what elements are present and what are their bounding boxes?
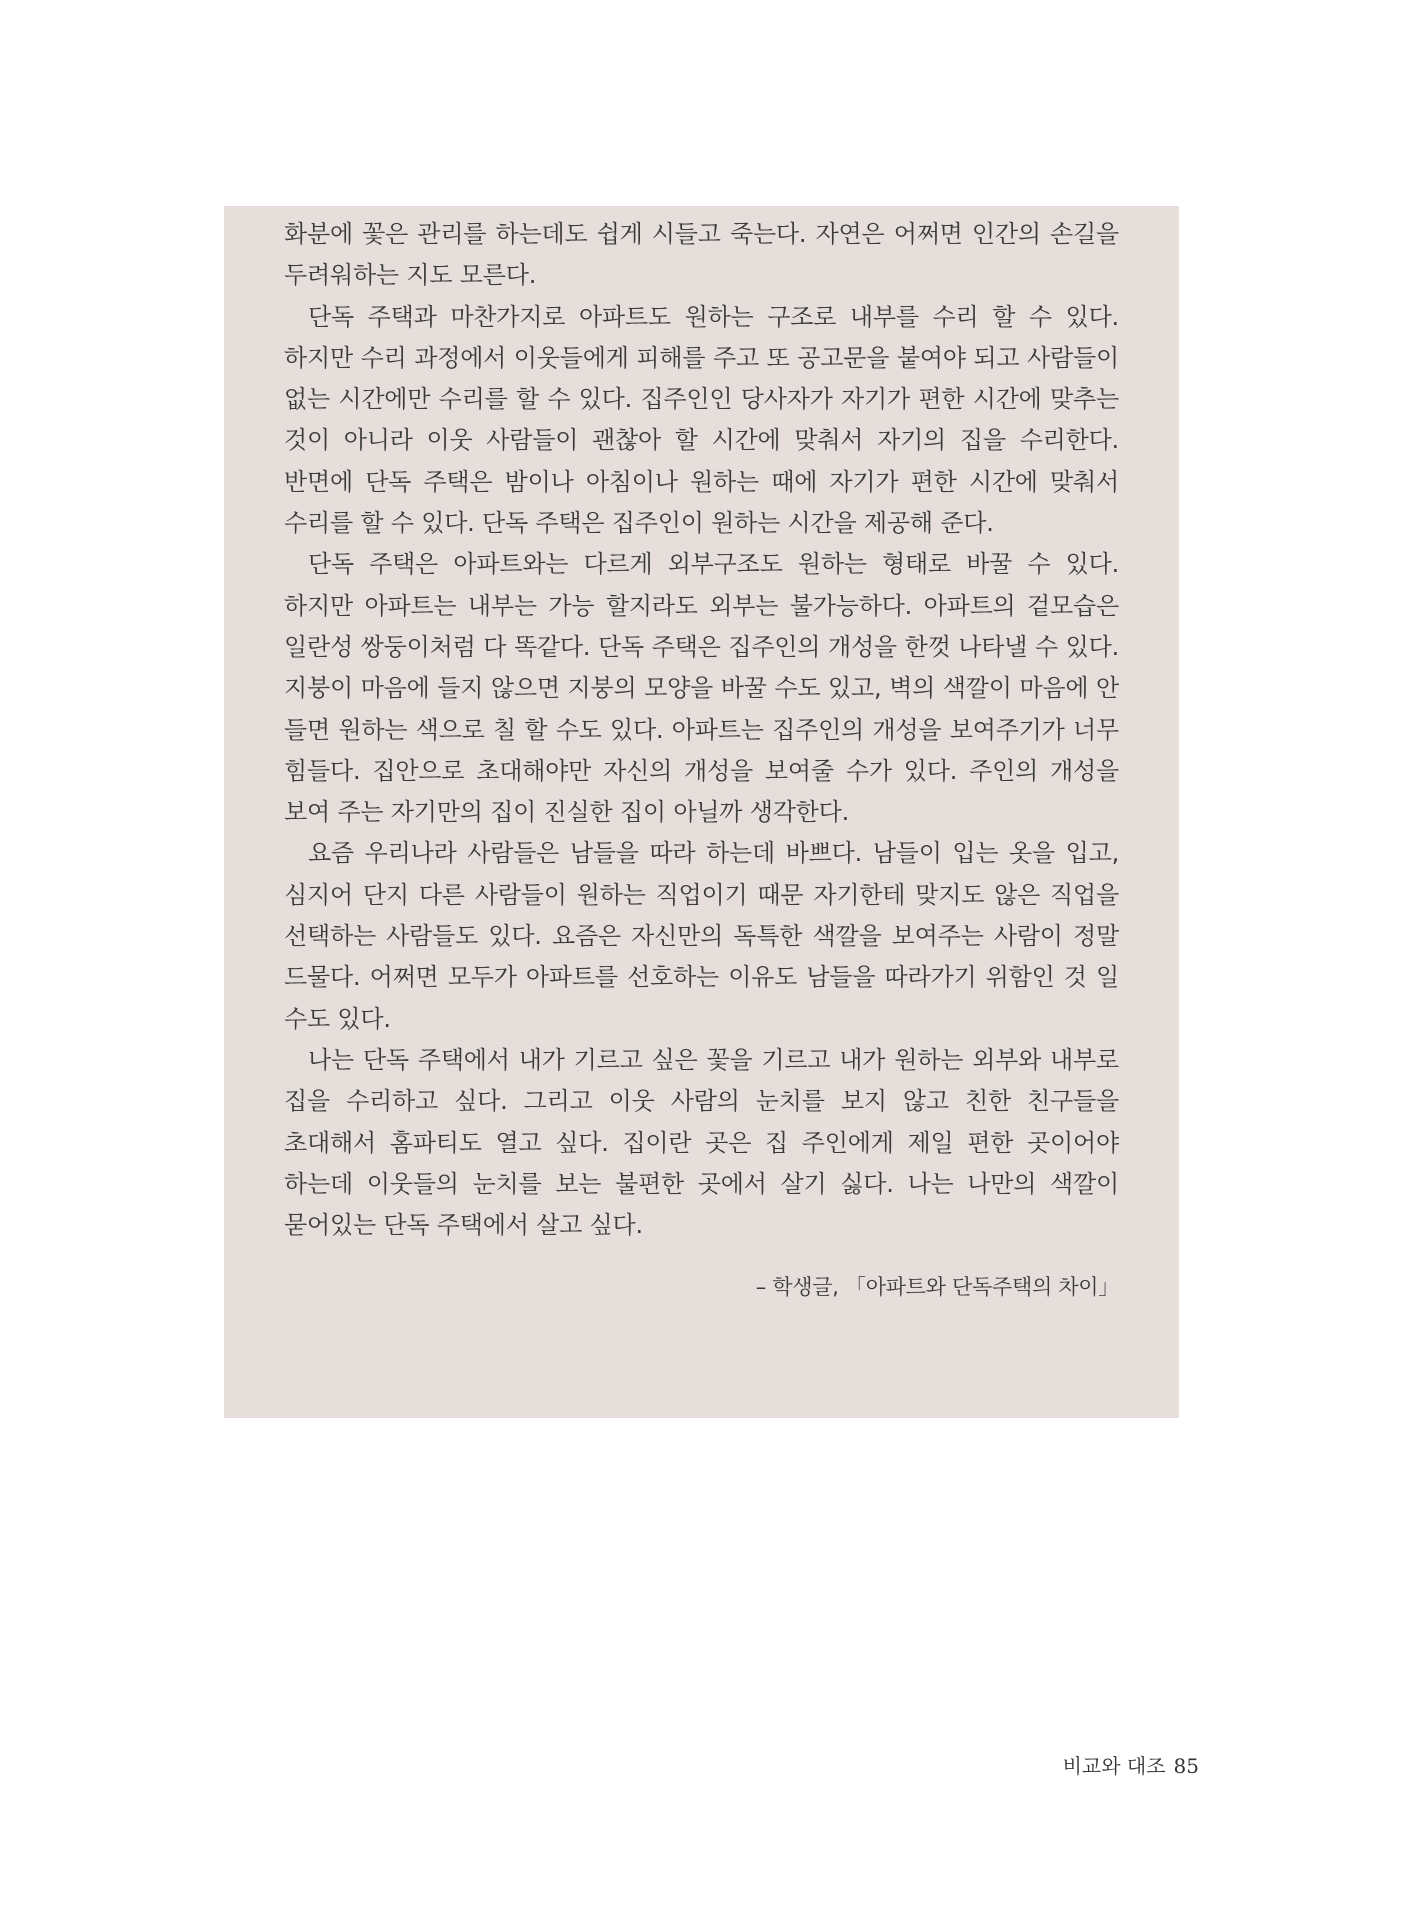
essay-citation: – 학생글, 「아파트와 단독주택의 차이」 — [755, 1275, 1119, 1300]
page-number: 85 — [1173, 1754, 1199, 1778]
essay-paragraph-3: 단독 주택은 아파트와는 다르게 외부구조도 원하는 형태로 바꿀 수 있다. 하지만 아파트는 내부는 가능 할지라도 외부는 불가능하다. 아파트의 겉모습은 일란성 쌍둥이처럼 다 똑같다. 단독 주택은 집주인의 개성을 한껏 나타낼 수 있다. 지붕이 마음에 들지 않으면 지붕의 모양을 바꿀 수도 있고, 벽의 색깔이 마음에 안 들면 원하는 색으로 칠 할 수도 있다. 아파트는 집주인의 개성을 보여주기가 너무 힘들다. 집안으로 초대해야만 자신의 개성을 보여줄 수가 있다. 주인의 개성을 보여 주는 자기만의 집이 진실한 집이 아닐까 생각한다. — [284, 550, 1119, 827]
quoted-essay-box — [224, 206, 1179, 1418]
essay-paragraph-4: 요즘 우리나라 사람들은 남들을 따라 하는데 바쁘다. 남들이 입는 옷을 입고, 심지어 단지 다른 사람들이 원하는 직업이기 때문 자기한테 맞지도 않은 직업을 선택하는 사람들도 있다. 요즘은 자신만의 독특한 색깔을 보여주는 사람이 정말 드물다. 어쩌면 모두가 아파트를 선호하는 이유도 남들을 따라가기 위함인 것 일 수도 있다. — [284, 839, 1119, 1033]
essay-paragraph-2: 단독 주택과 마찬가지로 아파트도 원하는 구조로 내부를 수리 할 수 있다. 하지만 수리 과정에서 이웃들에게 피해를 주고 또 공고문을 붙여야 되고 사람들이 없는 시간에만 수리를 할 수 있다. 집주인인 당사자가 자기가 편한 시간에 맞추는 것이 아니라 이웃 사람들이 괜찮아 할 시간에 맞춰서 자기의 집을 수리한다. 반면에 단독 주택은 밤이나 아침이나 원하는 때에 자기가 편한 시간에 맞춰서 수리를 할 수 있다. 단독 주택은 집주인이 원하는 시간을 제공해 준다. — [284, 302, 1119, 538]
page-footer — [1063, 1752, 1199, 1780]
footer-section-title: 비교와 대조 — [1062, 1754, 1166, 1778]
essay-paragraph-5: 나는 단독 주택에서 내가 기르고 싶은 꽃을 기르고 내가 원하는 외부와 내부로 집을 수리하고 싶다. 그리고 이웃 사람의 눈치를 보지 않고 친한 친구들을 초대해서 홈파티도 열고 싶다. 집이란 곳은 집 주인에게 제일 편한 곳이어야 하는데 이웃들의 눈치를 보는 불편한 곳에서 살기 싫다. 나는 나만의 색깔이 묻어있는 단독 주택에서 살고 싶다. — [284, 1045, 1119, 1240]
essay-paragraph-1: 화분에 꽃은 관리를 하는데도 쉽게 시들고 죽는다. 자연은 어쩌면 인간의 손길을 두려워하는 지도 모른다. — [284, 220, 1119, 290]
